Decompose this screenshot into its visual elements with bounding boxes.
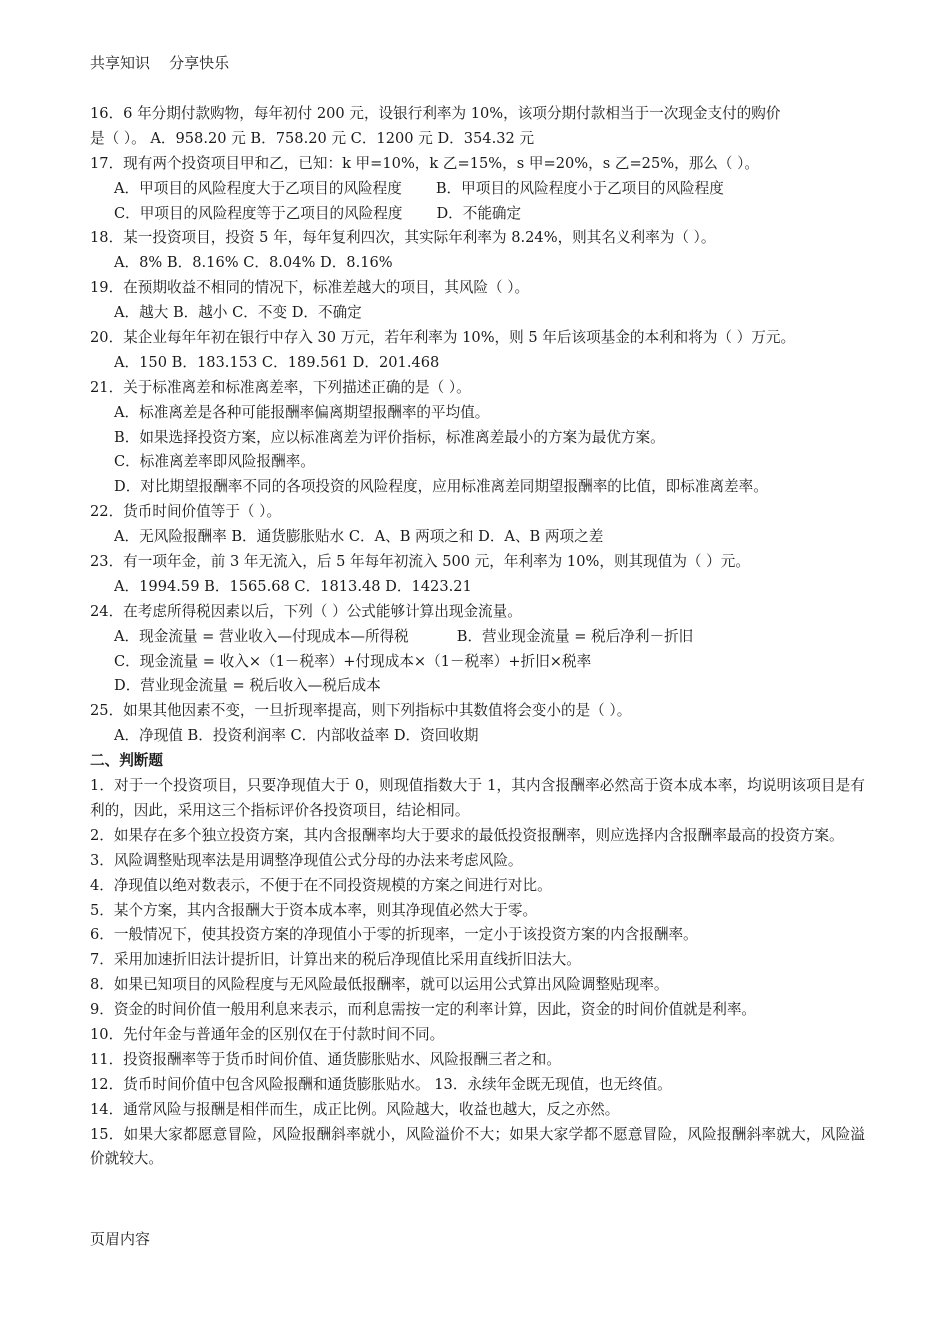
question-22-options: A．无风险报酬率 B．通货膨胀贴水 C．A、B 两项之和 D．A、B 两项之差 (114, 528, 604, 546)
question-19-options: A．越大 B．越小 C．不变 D．不确定 (114, 304, 362, 322)
question-16: 16．6 年分期付款购物，每年初付 200 元，设银行利率为 10%，该项分期付款相当于一次现金支付的购价 (90, 105, 781, 122)
question-17-options-cd (90, 202, 865, 227)
section-heading-true-false: 二、判断题 (90, 752, 163, 770)
question-23-options: A．1994.59 B．1565.68 C．1813.48 D．1423.21 (114, 577, 472, 595)
question-17: 17．现有两个投资项目甲和乙，已知：k 甲=10%，k 乙=15%，s 甲=20%，s 乙=25%，那么（ ）。 (90, 154, 760, 172)
page-footer: 页眉内容 (90, 1230, 151, 1248)
question-21-option-c: C．标准离差率即风险报酬率。 (114, 453, 315, 471)
question-25-options: A．净现值 B．投资利润率 C．内部收益率 D．资回收期 (114, 727, 479, 745)
question-17-options-ab (90, 177, 865, 202)
tf-item: 7．采用加速折旧法计提折旧，计算出来的税后净现值比采用直线折旧法大。 (90, 951, 581, 969)
question-16-options: 是（ ）。 A．958.20 元 B．758.20 元 C．1200 元 D．354.32 元 (90, 129, 535, 147)
tf-item: 15．如果大家都愿意冒险，风险报酬斜率就小，风险溢价不大；如果大家学都不愿意冒险，风险报酬斜率就大，风险溢价就较大。 (90, 1125, 865, 1168)
tf-item: 4．净现值以绝对数表示，不便于在不同投资规模的方案之间进行对比。 (90, 876, 552, 894)
question-20-options: A．150 B．183.153 C．189.561 D．201.468 (114, 353, 440, 371)
tf-item: 9．资金的时间价值一般用利息来表示，而利息需按一定的利率计算，因此，资金的时间价值就是利率。 (90, 1001, 757, 1019)
question-25: 25．如果其他因素不变，一旦折现率提高，则下列指标中其数值将会变小的是（ ）。 (90, 702, 632, 720)
question-21-option-b: B．如果选择投资方案，应以标准离差为评价指标，标准离差最小的方案为最优方案。 (114, 428, 665, 446)
question-18: 18．某一投资项目，投资 5 年，每年复利四次，其实际年利率为 8.24%，则其名义利率为（ ）。 (90, 229, 716, 247)
question-21-option-a: A．标准离差是各种可能报酬率偏离期望报酬率的平均值。 (114, 403, 490, 421)
tf-item: 14．通常风险与报酬是相伴而生，成正比例。风险越大，收益也越大，反之亦然。 (90, 1100, 620, 1118)
tf-item: 5．某个方案，其内含报酬大于资本成本率，则其净现值必然大于零。 (90, 901, 538, 919)
document-body (90, 102, 865, 1172)
tf-item: 2．如果存在多个独立投资方案，其内含报酬率均大于要求的最低投资报酬率，则应选择内含报酬率最高的投资方案。 (90, 826, 844, 844)
question-22: 22．货币时间价值等于（ ）。 (90, 503, 282, 521)
question-21: 21．关于标准离差和标准离差率，下列描述正确的是（ ）。 (90, 378, 471, 396)
question-20: 20．某企业每年年初在银行中存入 30 万元，若年利率为 10%，则 5 年后该项基金的本利和将为（ ）万元。 (90, 329, 796, 347)
question-24: 24．在考虑所得税因素以后，下列（ ）公式能够计算出现金流量。 (90, 602, 522, 620)
tf-item: 10．先付年金与普通年金的区别仅在于付款时间不同。 (90, 1026, 445, 1043)
question-24-option-c: C．现金流量 = 收入×（1－税率）+付现成本×（1－税率）+折旧×税率 (114, 652, 592, 670)
tf-item: 6．一般情况下，使其投资方案的净现值小于零的折现率，一定小于该投资方案的内含报酬率。 (90, 926, 698, 944)
tf-item: 11．投资报酬率等于货币时间价值、通货膨胀贴水、风险报酬三者之和。 (90, 1050, 561, 1068)
question-24-options-ab (90, 625, 865, 650)
question-18-options: A．8% B．8.16% C．8.04% D．8.16% (114, 254, 393, 272)
tf-item: 3．风险调整贴现率法是用调整净现值公式分母的办法来考虑风险。 (90, 851, 523, 869)
question-24-option-d: D．营业现金流量 = 税后收入—税后成本 (114, 677, 381, 695)
question-21-option-d: D．对比期望报酬率不同的各项投资的风险程度，应用标准离差同期望报酬率的比值，即标准离差率。 (114, 478, 768, 496)
tf-item: 12．货币时间价值中包含风险报酬和通货膨胀贴水。 13．永续年金既无现值，也无终值。 (90, 1075, 672, 1093)
option-a: A．现金流量 = 营业收入—付现成本—所得税 (114, 627, 409, 645)
page-header: 共享知识 分享快乐 (90, 54, 230, 72)
option-a: A．甲项目的风险程度大于乙项目的风险程度 (114, 179, 402, 197)
option-c: C．甲项目的风险程度等于乙项目的风险程度 (114, 204, 403, 222)
option-b: B．甲项目的风险程度小于乙项目的风险程度 (435, 179, 724, 197)
option-d: D．不能确定 (436, 204, 522, 222)
option-b: B．营业现金流量 = 税后净利－折旧 (456, 627, 694, 645)
tf-item: 8．如果已知项目的风险程度与无风险最低报酬率，就可以运用公式算出风险调整贴现率。 (90, 976, 669, 994)
question-23: 23．有一项年金，前 3 年无流入，后 5 年每年初流入 500 元，年利率为 10%，则其现值为（ ）元。 (90, 553, 750, 571)
tf-item: 1．对于一个投资项目，只要净现值大于 0，则现值指数大于 1，其内含报酬率必然高于资本成本率，均说明该项目是有利的，因此，采用这三个指标评价各投资项目，结论相同。 (90, 777, 865, 819)
question-19: 19．在预期收益不相同的情况下，标准差越大的项目，其风险（ ）。 (90, 279, 530, 297)
